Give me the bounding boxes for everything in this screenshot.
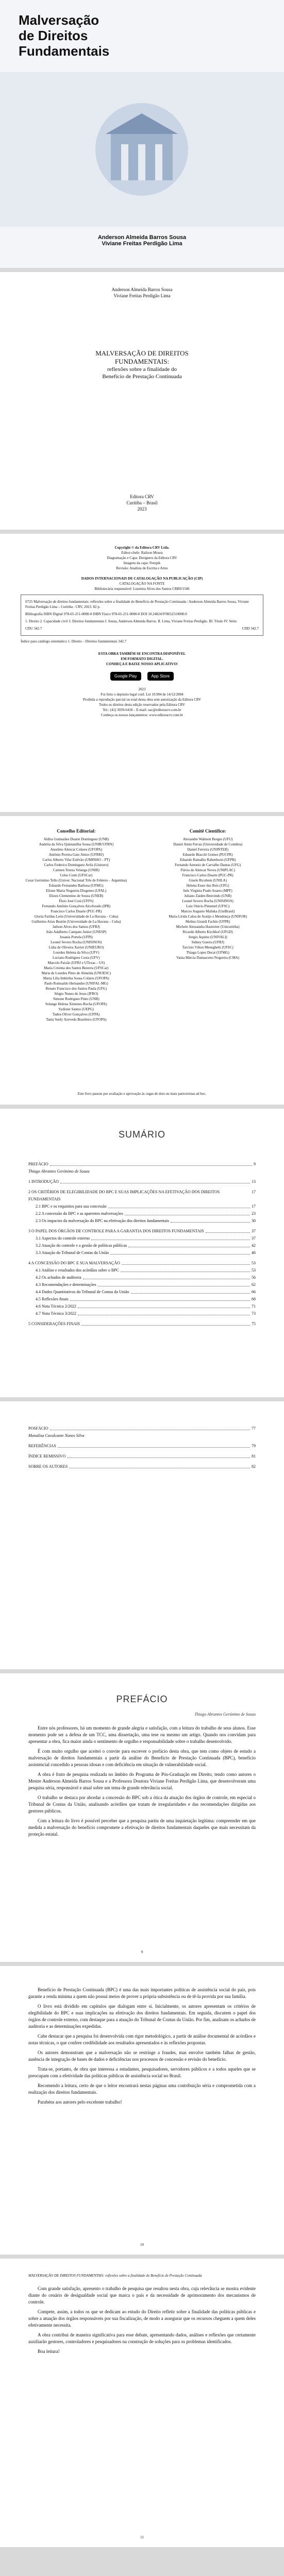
toc-entry-text: 2.3 Os impactos da malversação do BPC na efetivação dos direitos fundamentais [36, 1218, 170, 1223]
toc-page-number: 75 [252, 1321, 256, 1326]
sumario-page-1 [0, 1109, 284, 1397]
design-line: Diagramação e Capa: Designers da Editora CRV [107, 556, 177, 560]
board-member: Andréia da Silva Quintanilha Sousa (UNIR/UFRN) [39, 842, 114, 846]
preface-page-2 [0, 1966, 284, 2255]
cover-illustration [0, 72, 284, 227]
toc-page-number: 56 [252, 1275, 256, 1280]
toc-entry[interactable] [28, 1189, 256, 1203]
board-member: Inês Virgínia Prado Soares (MPF) [183, 889, 232, 893]
toc-page-number: 37 [252, 1236, 256, 1241]
board-member: Thiago Lopes Decat (UFMG) [186, 951, 229, 955]
toc-entry[interactable] [28, 1443, 256, 1450]
preface-title: PREFÁCIO [116, 1694, 168, 1704]
board-member: Luciano Rodrigues Costa (UFV) [53, 956, 100, 960]
board-member: Aldira Guimarães Duarte Domínguez (UNB) [43, 837, 109, 841]
cover-title-line1: Malversação [19, 12, 99, 28]
digital-notice-3: CONHEÇA E BAIXE NOSSO APLICATIVO! [106, 662, 178, 666]
board-member: Marcelo Paixão (UFRJ e UTexas – US) [47, 961, 105, 965]
preface-paragraph: Com a leitura do livro é possível perceber que a pesquisa partiu de uma inquietação legítima: compreender em que medida a malversação do benefício compromete a efetivação de direitos fundamentais daqueles que mais necessitam da proteção estatal. [28, 1818, 256, 1837]
toc-entry-text: 3 O PAPEL DOS ÓRGÃOS DE CONTROLE PARA A GARANTIA DOS DIREITOS FUNDAMENTAIS [28, 1229, 204, 1233]
toc-leader [50, 1425, 250, 1430]
board-member: Anselmo Alencar Colares (UFOPA) [50, 848, 103, 852]
review-line: Revisão: Analista de Escrita e Artes [116, 566, 168, 570]
board-member: Melina Girardi Fachin (UFPR) [185, 920, 230, 924]
board-member: Fernando Antônio Gonçalves Alcoforado (IPB) [42, 904, 111, 908]
board-member: Daniel Ferreira (UNINTER) [187, 848, 229, 852]
toc-leader [83, 1274, 250, 1279]
toc-entry-text: 4.2 Os achados de auditoria [36, 1275, 81, 1280]
toc-page-number: 77 [252, 1426, 256, 1431]
toc-entry-text: 3.3 Atuação do Tribunal de Contas da União [36, 1250, 109, 1255]
board-member: Josania Portela (UFPI) [59, 935, 93, 939]
toc-entry[interactable] [28, 1242, 256, 1249]
toc-leader [128, 1242, 250, 1247]
toc-leader [206, 1228, 250, 1233]
toc-entry[interactable] [28, 1203, 256, 1210]
toc-leader [98, 1281, 250, 1286]
toc-leader [81, 1320, 250, 1326]
board-member: Sérgio Nunes de Jesus (IFRO) [54, 992, 98, 996]
ficha-subjects: 1. Direito 2. Capacidade civil 3. Direitos fundamentais I. Sousa, Anderson Almeida Barros. II. Lima, Viviane Freitas Perdigão. III. Título IV. Série. [25, 619, 238, 623]
board-member: Marcos Augusto Maliska (UniBrasil) [181, 909, 235, 913]
toc-entry-text: Monalisa Cavalcante Nunes Silva [28, 1433, 85, 1438]
toc-entry[interactable] [28, 1178, 256, 1185]
toc-entry-text: 4 A CONCESSÃO DO BPC E SUA MALVERSAÇÃO [28, 1261, 120, 1265]
board-footnote: Este livro passou por avaliação e aprovação às cegas de dois ou mais pareceristas ad hoc. [77, 1092, 207, 1096]
preface-page-1 [0, 1673, 284, 1962]
app-store-badge[interactable]: App Store [147, 672, 174, 681]
board-member: Sergio Aquino (UNIVALI) [188, 935, 227, 939]
board-member: Juliano Zaiden Benvindo (UNB) [184, 894, 231, 898]
toc-entry[interactable] [28, 1210, 256, 1217]
toc-entry[interactable] [28, 1235, 256, 1242]
title-line-2: FUNDAMENTAIS: [114, 358, 170, 365]
publisher-name: Editora CRV [130, 494, 154, 499]
copyright-page [0, 534, 284, 812]
board-member: Elione Maria Nogueira Diogenes (UFAL) [46, 889, 107, 893]
toc-entry[interactable] [28, 1289, 256, 1296]
board-left-list [15, 837, 137, 1022]
toc-leader [58, 1443, 250, 1448]
toc-page-number: 66 [252, 1290, 256, 1294]
legal-site: Conheça os nossos lançamentos: www.editoracrv.com.br [101, 713, 183, 717]
ficha-title: DADOS INTERNACIONAIS DE CATALOGAÇÃO NA PUBLICAÇÃO (CIP) [81, 577, 203, 581]
board-left-column [15, 828, 137, 1022]
board-member: Gisele Ricobom (UNILA) [189, 878, 227, 883]
toc-page-number: 13 [252, 1179, 256, 1184]
preface-paragraph: A obra contribui de maneira significativa para esse debate, apresentando dados, análises e reflexões que certamente auxiliarão gestores, controladores e pesquisadores na construção de soluções para os problemas identificados. [28, 2332, 256, 2344]
toc-leader [171, 1217, 250, 1223]
preface-paragraph: Parabéns aos autores pelo excelente trabalho! [38, 2099, 122, 2105]
board-member: Daniel Amin Ferraz (Universidade de Coimbra) [173, 842, 243, 846]
toc-entry[interactable] [28, 1274, 256, 1281]
legal-rights: Todos os direitos desta edição reservados pela Editora CRV [99, 703, 185, 707]
board-member: Élsio José Corá (UFFS) [59, 899, 94, 903]
toc-leader [67, 1453, 250, 1458]
ficha-body: S725 Malversação de direitos fundamentais: reflexões sobre a finalidade do Benefício de Prestação Continuada / Anderson Almeida Barros Sousa, Viviane Freitas Perdigão Lima – Curitiba : CRV, 2023. 82 p. [25, 600, 249, 609]
preface-paragraph: Trata-se, portanto, de obra que interessa a estudantes, pesquisadores, servidores públicos e a todos aqueles que se preocupam com a efetividade das políticas públicas de assistência social no Brasil. [28, 2066, 256, 2078]
preface-paragraph: Os autores demonstram que a malversação não se restringe a fraudes, mas envolve também falhas de gestão, ausência de integração de bases de dados e deficiências nos processos de concessão e revisão do benefício. [28, 2050, 256, 2062]
board-member: Maria Lília Imbiriba Sousa Colares (UFOPA) [43, 976, 109, 980]
toc-page-number: 68 [252, 1297, 256, 1301]
toc-entry-text: 5 CONSIDERAÇÕES FINAIS [28, 1321, 80, 1326]
cover-author-1: Anderson Almeida Barros Sousa [97, 234, 187, 241]
toc-entry[interactable] [28, 1267, 256, 1274]
board-member: Francisco Carlos Duarte (PUC-PR) [182, 873, 233, 877]
board-member: Alexandre Walmott Borges (UFU) [182, 837, 233, 841]
toc-page-number: 82 [252, 1464, 256, 1469]
sumario-title: SUMÁRIO [118, 1129, 165, 1140]
toc-entry[interactable] [28, 1161, 256, 1168]
board-member: Gloria Fariñas León (Universidade de La Havana – Cuba) [34, 914, 119, 919]
ficha-cdd: CDD 342.7 [242, 626, 259, 631]
board-member: Elizeu Clementino de Souza (UNEB) [49, 894, 104, 898]
title-page-authors [0, 286, 284, 299]
board-member: Cesar Gerónimo Tello (Univer. Nacional Três de Febrero – Argentina) [25, 878, 127, 883]
legal-reproduction: Proibida a reprodução parcial ou total desta obra sem autorização da Editora CRV [82, 698, 202, 702]
board-member: Francisco Carlos Duarte (PUC-PR) [51, 909, 102, 913]
toc-page-number: 17 [252, 1190, 256, 1194]
legal-deposit: Foi feito o depósito legal conf. Lei 10.994 de 14/12/2004 [101, 692, 183, 697]
toc-entry[interactable] [28, 1432, 256, 1439]
toc-entry-text: 4.7 Nota Técnica 3/2022 [36, 1311, 76, 1316]
back-cover [0, 2551, 284, 2576]
board-member: João Adalberto Campato Junior (UNESP) [46, 930, 107, 934]
toc-page-number: 79 [252, 1444, 256, 1448]
board-left-title: Conselho Editorial: [57, 828, 96, 834]
toc-entry-text: Thiago Abrantes Gerónimo de Souza [28, 1169, 90, 1174]
board-member: Luiz Otávio Pimentel (UFSC) [186, 904, 230, 908]
board-member: Tadeu Oliver Gonçalves (UFPA) [53, 1012, 100, 1016]
digital-notice-1: ESTA OBRA TAMBÉM SE ENCONTRA DISPONÍVEL [98, 652, 186, 656]
preface-body-3 [28, 2285, 256, 2355]
toc-leader [70, 1296, 250, 1301]
board-page [0, 816, 284, 1105]
sumario-page-2 [0, 1401, 284, 1669]
toc-leader [78, 1310, 250, 1315]
title-page-author-1: Anderson Almeida Barros Sousa [111, 287, 173, 292]
preface-paragraph: Compete, assim, a todos os que se dedicam ao estudo do Direito refletir sobre a finalidade das políticas públicas e sobre a atuação dos órgãos responsáveis por sua fiscalização, de modo a assegurar que os recursos cheguem a quem deles efetivamente necessita. [28, 2309, 256, 2328]
ficha-subtitle-1: CATALOGAÇÃO NA FONTE [119, 582, 165, 586]
title-line-1: MALVERSAÇÃO DE DIREITOS [95, 349, 189, 357]
toc-leader [108, 1203, 250, 1208]
board-member: Michele Alessandra Hastreiter (Unicuritiba) [176, 925, 240, 929]
toc-entry-text: 1 INTRODUÇÃO [28, 1179, 59, 1184]
cover-page [0, 0, 284, 268]
copyright-credits [21, 545, 263, 571]
board-member: Eduardo Fernandes Barbosa (UFMG) [49, 884, 104, 888]
toc-entry[interactable] [28, 1453, 256, 1460]
board-member: Leonel Severo Rocha (UNISINOS) [51, 940, 102, 944]
toc-leader [69, 1463, 250, 1468]
google-play-badge[interactable]: Google Play [110, 672, 141, 681]
preface-paragraph: Com grande satisfação, apresento o trabalho de pesquisa que resultou nesta obra, cuja relevância se mostra evidente diante do cenário de desigualdade social que marca o país e da necessidade de aprimoramento dos mecanismos de controle. [28, 2286, 256, 2304]
legal-year: 2023 [138, 687, 146, 691]
editor-line: Editor-chefe: Railson Moura [121, 551, 163, 555]
cover-author-2: Viviane Freitas Perdigão Lima [102, 241, 182, 247]
board-member: Eduardo Biacchi Gomes (PUCPR) [182, 853, 233, 857]
preface-body-1 [28, 1725, 256, 1838]
toc-entry-text: 2 OS CRITÉRIOS DE ELEGIBILIDADE DO BPC E SUAS IMPLICAÇÕES NA EFETIVAÇÃO DOS DIREITOS FUNDAMENTAIS [28, 1190, 220, 1201]
board-member: Solange Helena Ximenes-Rocha (UFOPA) [45, 1002, 107, 1006]
publisher-year: 2023 [137, 506, 147, 512]
board-member: Maria Lírida Calou de Araújo e Mendonça (UNIFOR) [169, 914, 247, 919]
toc-entry[interactable] [28, 1217, 256, 1225]
toc-list-continued [28, 1425, 256, 1470]
cover-title-line2: de Direitos [19, 28, 88, 43]
board-member: Antônio Pereira Gaio Júnior (UFRRJ) [48, 853, 104, 857]
publisher-city: Curitiba – Brasil [126, 500, 158, 505]
toc-entry[interactable] [28, 1260, 256, 1267]
board-member: Carlos Alberto Vilar Estêvão (UMINHO – PT) [42, 858, 110, 862]
board-member: Lourdes Helena da Silva (UFV) [53, 951, 99, 955]
board-member: Vania Márcia Damasceno Nogueira (CMA) [176, 956, 240, 960]
copyright-line: Copyright © da Editora CRV Ltda. [114, 546, 170, 550]
preface-paragraph: O trabalho se destaca por abordar a concessão do BPC sob a ótica da atuação dos órgãos de controle, em especial o Tribunal de Contas da União, analisando acórdãos que tratam de irregularidades e das recomendações dirigidas aos gestores públicos. [28, 1795, 256, 1814]
subtitle-line-2: Benefício de Prestação Continuada [102, 374, 182, 380]
toc-entry[interactable] [28, 1168, 256, 1175]
toc-page-number: 37 [252, 1229, 256, 1233]
legal-contact: Tel.: (41) 3039-6418 – E-mail: sac@editoracrv.com.br [103, 708, 181, 712]
toc-entry[interactable] [28, 1303, 256, 1310]
board-member: Leonel Severo Rocha (UNISINOS) [182, 899, 233, 903]
subtitle-line-1: reflexões sobre a finalidade do [107, 366, 177, 372]
toc-entry-text: 3.1 Aspectos do controle externo [36, 1236, 90, 1241]
cover-title-block [19, 12, 266, 59]
toc-entry-text: 4.5 Reflexões finais [36, 1297, 69, 1301]
toc-leader [91, 1235, 250, 1240]
board-member: Tarcísio Vilton Meneghetti (UFSC) [182, 945, 233, 950]
title-page-imprint [0, 494, 284, 512]
toc-leader [121, 1267, 250, 1272]
board-member: Renato Francisco dos Santos Paula (UFG) [45, 987, 107, 991]
preface-paragraph: A obra é fruto de pesquisa realizada no âmbito do Programa de Pós-Graduação em Direito, tendo como autores o Mestre Anderson Almeida Barros Sousa e a Professora Doutora Viviane Freitas Perdigão Lima, que desenvolveram uma pesquisa séria, responsável e atual sobre um tema de grande relevância social. [28, 1772, 256, 1790]
toc-page-number: 42 [252, 1243, 256, 1248]
preface-page-3 [0, 2259, 284, 2547]
board-member: Fernando Antonio de Carvalho Dantas (UFG) [175, 863, 241, 867]
board-member: Paulo Romualdo Hernandes (UNIFAL-MG) [44, 981, 108, 986]
toc-entry[interactable] [28, 1425, 256, 1432]
toc-page-number: 17 [252, 1204, 256, 1209]
toc-leader [110, 1249, 250, 1255]
page-number: 9 [141, 1950, 143, 1954]
board-member: Jailson Alves dos Santos (UFRJ) [52, 925, 100, 929]
board-right-list [147, 837, 269, 960]
toc-page-number: 30 [252, 1218, 256, 1223]
cover-illustration-svg [0, 72, 284, 227]
toc-entry[interactable] [28, 1296, 256, 1303]
ficha-catalografica [21, 595, 263, 636]
preface-paragraph: Boa leitura! [38, 2349, 60, 2354]
legal-notice [21, 687, 263, 718]
toc-leader [122, 1260, 250, 1265]
toc-page-number: 73 [252, 1311, 256, 1316]
toc-leader [50, 1161, 252, 1166]
board-right-column [147, 828, 269, 1022]
board-member: Celso Conti (UFSCar) [60, 873, 93, 877]
page-number-3: 11 [140, 2535, 144, 2539]
digital-notice-2: EM FORMATO DIGITAL. [121, 657, 163, 661]
page-number-2: 10 [140, 2243, 144, 2247]
board-member: Sidney Guerra (UFRJ) [191, 940, 224, 944]
ficha-cdu: CDU 342.7 [25, 626, 42, 631]
ficha-isbn: Bibliografia ISBN Digital 978-65-251-0000-0 ISBN Físico 978-65-251-0000-0 DOI 10.24824/978652510000.0 [25, 612, 187, 616]
toc-leader [78, 1303, 250, 1308]
ficha-codes [25, 626, 259, 631]
toc-entry-text: 4.4 Dados Quantitativos do Tribunal de Contas da União [36, 1290, 129, 1294]
board-member: Helena Esser dos Reis (UFG) [186, 884, 229, 888]
board-right-title: Comitê Científico: [189, 828, 226, 834]
board-columns [15, 828, 269, 1022]
board-member: Simone Rodrigues Pinto (UNB) [53, 997, 99, 1001]
preface-paragraph: Recomendo a leitura, certo de que o leitor encontrará nestas páginas uma contribuição séria e comprometida com a realização dos direitos fundamentais. [28, 2083, 256, 2095]
toc-leader [131, 1289, 250, 1294]
cover-title-line3: Fundamentais [19, 43, 110, 59]
preface-paragraph: É com muito orgulho que aceitei o convite para escrever o prefácio desta obra, que tem como objeto de estudo a malversação de direitos fundamentais a partir da análise do Benefício de Prestação Continuada (BPC), benefício assistencial concedido a pessoas idosas e com deficiência em situação de vulnerabilidade social. [28, 1749, 256, 1767]
toc-entry[interactable] [28, 1310, 256, 1317]
toc-entry-text: 4.1 Análise e resultados dos acórdãos sobre o BPC [36, 1268, 119, 1273]
toc-leader [60, 1178, 250, 1183]
toc-entry[interactable] [28, 1249, 256, 1257]
toc-page-number: 71 [252, 1304, 256, 1309]
toc-page-number: 53 [252, 1261, 256, 1265]
toc-entry-text: PREFÁCIO [28, 1162, 48, 1166]
toc-list [28, 1161, 256, 1328]
toc-entry-text: 4.6 Nota Técnica 2/2022 [36, 1304, 76, 1309]
board-member: Sydione Santos (UEPG) [58, 1007, 94, 1011]
toc-leader [125, 1210, 250, 1215]
toc-entry-text: SOBRE OS AUTORES [28, 1464, 68, 1469]
title-page-author-2: Viviane Freitas Perdigão Lima [113, 293, 171, 298]
toc-entry-text: ÍNDICE REMISSIVO [28, 1454, 66, 1459]
title-page [0, 272, 284, 530]
toc-entry[interactable] [28, 1281, 256, 1289]
toc-entry[interactable] [28, 1320, 256, 1328]
toc-entry-text: POSFÁCIO [28, 1426, 48, 1431]
ficha-subtitle-2: Bibliotecária responsável: Luzenira Alves dos Santos CRB9/1506 [94, 587, 190, 591]
toc-entry-text: 3.2 Atuação do controle e a gestão de políticas públicas [36, 1243, 127, 1248]
board-member: Lídia de Oliveira Xavier (UNIEURO) [48, 945, 104, 950]
toc-page-number: 9 [254, 1162, 256, 1166]
running-head: MALVERSAÇÃO DE DIREITOS FUNDAMENTAIS: reflexões sobre a finalidade do Benefício de Prestação Continuada [28, 2274, 202, 2278]
preface-paragraph: Entre nós professores, há um momento de grande alegria e satisfação, com a leitura do trabalho de seus alunos. Esse momento pode ser a defesa de um TCC, uma dissertação, uma tese ou mesmo um artigo. Quando nos convidam para apresentar a obra, fica maior ainda o sentimento de orgulho e responsabilidade sobre o trabalho desenvolvido. [28, 1725, 256, 1744]
toc-entry[interactable] [28, 1463, 256, 1470]
board-member: Carmen Tereza Velanga (UNIR) [53, 868, 99, 872]
toc-entry-text: 4.3 Recomendações e determinações [36, 1282, 96, 1287]
board-member: Carlos Federico Dominguez Avila (Unieuro) [44, 863, 109, 867]
toc-page-number: 62 [252, 1282, 256, 1287]
title-page-title [0, 349, 284, 380]
board-member: Eduardo Ramalho Rabenhorst (UFPB) [180, 858, 236, 862]
toc-entry-text: 2.2 A concessão do BPC e as aparentes malversações [36, 1211, 123, 1216]
toc-entry-text: 2.1 BPC e os requisitos para sua concessão [36, 1204, 107, 1209]
toc-page-number: 23 [252, 1211, 256, 1216]
preface-paragraph: O livro está dividido em capítulos que dialogam entre si. Inicialmente, os autores apresentam os critérios de elegibilidade do BPC e suas implicações na efetivação dos direitos fundamentais. Em seguida, discutem o papel dos órgãos de controle externo, com destaque para a atuação do Tribunal de Contas da União. Por fim, analisam os achados de auditoria e as determinações expedidas. [28, 2004, 256, 2029]
preface-paragraph: Cabe destacar que a pesquisa foi desenvolvida com rigor metodológico, a partir de análise documental de acórdãos e notas técnicas, o que confere credibilidade aos resultados apresentados e às reflexões propostas. [28, 2033, 256, 2045]
toc-page-number: 46 [252, 1250, 256, 1255]
board-member: Guillermo Arias Beatón (Universidade de La Havana – Cuba) [31, 920, 121, 924]
preface-body-2 [28, 1987, 256, 2106]
toc-entry[interactable] [28, 1228, 256, 1235]
preface-paragraph: Benefício de Prestação Continuada (BPC) é uma das mais importantes políticas de assistência social do país, pois garante a renda mínima a quem não possui meios de prover a própria subsistência ou de tê-la provida por sua família. [28, 1987, 256, 1999]
cover-authors [0, 234, 284, 247]
toc-page-number: 81 [252, 1454, 256, 1459]
board-member: Maria de Lourdes Pinto de Almeida (UNOESC) [41, 971, 111, 975]
toc-page-number: 53 [252, 1268, 256, 1273]
board-member: Flávio de Alencar Neves (UNIPLAC) [180, 868, 236, 872]
ficha-index: Índice para catálogo sistemático 1. Direito – Direitos fundamentais 342.7 [21, 639, 127, 643]
store-badges [21, 671, 263, 681]
preface-author: Thiago Abrantes Gerónimo de Souza [194, 1712, 256, 1717]
cover-image-line: Imagens da capa: Freepik [123, 561, 161, 565]
toc-entry-text: REFERÊNCIAS [28, 1444, 56, 1448]
board-member: Ricardo Alberto Kirchhof (UFGD) [182, 930, 233, 934]
digital-notice [21, 651, 263, 667]
board-member: Tania Suely Azevedo Brasileiro (UFOPA) [46, 1018, 107, 1022]
board-member: Maria Cristina dos Santos Bezerra (UFSCar) [44, 966, 109, 970]
